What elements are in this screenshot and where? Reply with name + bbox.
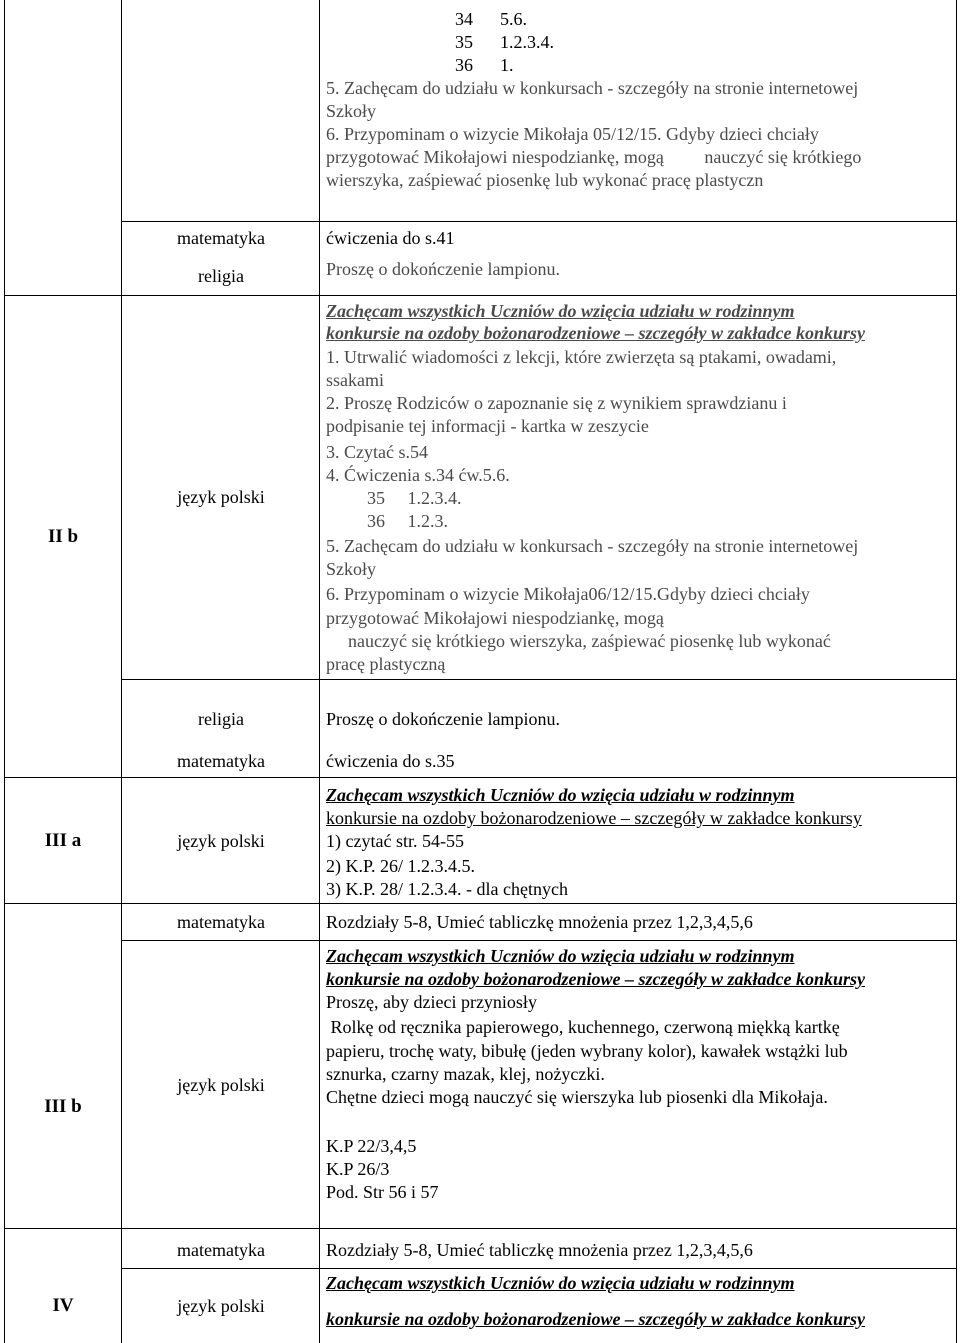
task-math: Rozdziały 5-8, Umieć tabliczkę mnożenia przez 1,2,3,4,5,6 bbox=[326, 912, 753, 932]
task-line: 1) czytać str. 54-55 bbox=[326, 831, 464, 851]
class-label-iii-a: III a bbox=[44, 830, 82, 851]
task-line: 5. Zachęcam do udziału w konkursach - szczegóły na stronie internetowej bbox=[326, 536, 859, 556]
task-math: Rozdziały 5-8, Umieć tabliczkę mnożenia przez 1,2,3,4,5,6 bbox=[326, 1240, 753, 1260]
row-divider bbox=[121, 940, 956, 941]
table-border-subject bbox=[319, 0, 320, 1343]
contest-notice: Zachęcam wszystkich Uczniów do wzięcia udziału w rodzinnym bbox=[326, 1273, 795, 1293]
top-text-line: Szkoły bbox=[326, 101, 377, 121]
task-math: ćwiczenia do s.35 bbox=[326, 751, 455, 771]
task-line: 3. Czytać s.54 bbox=[326, 442, 428, 462]
contest-notice: konkursie na ozdoby bożonarodzeniowe – szczegóły w zakładce konkursy bbox=[326, 323, 866, 343]
task-line: K.P 26/3 bbox=[326, 1159, 390, 1179]
task-line: 2) K.P. 26/ 1.2.3.4.5. bbox=[326, 856, 476, 876]
row-divider bbox=[4, 295, 121, 296]
task-line: podpisanie tej informacji - kartka w zeszycie bbox=[326, 416, 649, 436]
table-border-right bbox=[956, 0, 957, 1343]
task-line: Rolkę od ręcznika papierowego, kuchennego, czerwoną miękką kartkę bbox=[326, 1017, 840, 1037]
task-line: 2. Proszę Rodziców o zapoznanie się z wynikiem sprawdzianu i bbox=[326, 393, 787, 413]
top-text-line: 6. Przypominam o wizycie Mikołaja 05/12/15. Gdyby dzieci chciały bbox=[326, 124, 819, 144]
task-line: ssakami bbox=[326, 370, 384, 390]
subject-math: matematyka bbox=[177, 751, 265, 771]
task-line: nauczyć się krótkiego wierszyka, zaśpiewać piosenkę lub wykonać bbox=[348, 631, 831, 651]
class-label-iv: IV bbox=[52, 1295, 74, 1316]
task-math: ćwiczenia do s.41 bbox=[326, 228, 455, 248]
top-text-line: przygotować Mikołajowi niespodziankę, mogą nauczyć się krótkiego bbox=[326, 147, 862, 167]
table-border-left bbox=[4, 0, 5, 1343]
subject-polish: język polski bbox=[177, 487, 265, 507]
contest-notice: konkursie na ozdoby bożonarodzeniowe – szczegóły w zakładce konkursy bbox=[326, 969, 866, 989]
subject-math: matematyka bbox=[177, 1240, 265, 1260]
table-border-class bbox=[121, 0, 122, 1343]
task-line: sznurka, czarny mazak, klej, nożyczki. bbox=[326, 1064, 605, 1084]
row-divider bbox=[121, 1268, 956, 1269]
class-label-ii-b: II b bbox=[47, 526, 79, 547]
task-line: 1. Utrwalić wiadomości z lekcji, które zwierzęta są ptakami, owadami, bbox=[326, 347, 837, 367]
subject-religion: religia bbox=[198, 709, 244, 729]
row-divider bbox=[121, 295, 956, 296]
task-line: 35 1.2.3.4. bbox=[367, 488, 462, 508]
task-line: Proszę, aby dzieci przyniosły bbox=[326, 992, 537, 1012]
top-text-line: 5. Zachęcam do udziału w konkursach - szczegóły na stronie internetowej bbox=[326, 78, 859, 98]
task-line: Pod. Str 56 i 57 bbox=[326, 1182, 439, 1202]
task-religion: Proszę o dokończenie lampionu. bbox=[326, 709, 560, 729]
subject-polish: język polski bbox=[177, 1075, 265, 1095]
row-divider bbox=[4, 1228, 956, 1229]
contest-notice: Zachęcam wszystkich Uczniów do wzięcia udziału w rodzinnym bbox=[326, 946, 795, 966]
subject-math: matematyka bbox=[177, 228, 265, 248]
task-line: przygotować Mikołajowi niespodziankę, mogą bbox=[326, 608, 664, 628]
row-divider bbox=[4, 903, 121, 904]
row-divider bbox=[4, 777, 956, 778]
task-line: 4. Ćwiczenia s.34 ćw.5.6. bbox=[326, 465, 510, 485]
top-text-line: wierszyka, zaśpiewać piosenkę lub wykonać pracę plastyczn bbox=[326, 170, 764, 190]
task-line: papieru, trochę waty, bibułę (jeden wybrany kolor), kawałek wstążki lub bbox=[326, 1041, 848, 1061]
row-divider bbox=[121, 221, 956, 222]
contest-notice: konkursie na ozdoby bożonarodzeniowe – szczegóły w zakładce konkursy bbox=[326, 808, 862, 828]
task-line: Szkoły bbox=[326, 559, 377, 579]
top-numbered-line: 36 1. bbox=[455, 55, 514, 75]
top-numbered-line: 35 1.2.3.4. bbox=[455, 32, 554, 52]
task-line: Chętne dzieci mogą nauczyć się wierszyka lub piosenki dla Mikołaja. bbox=[326, 1087, 828, 1107]
contest-notice: Zachęcam wszystkich Uczniów do wzięcia udziału w rodzinnym bbox=[326, 301, 795, 321]
subject-polish: język polski bbox=[177, 831, 265, 851]
contest-notice: konkursie na ozdoby bożonarodzeniowe – szczegóły w zakładce konkursy bbox=[326, 1309, 866, 1329]
task-line: 6. Przypominam o wizycie Mikołaja06/12/15.Gdyby dzieci chciały bbox=[326, 584, 810, 604]
top-numbered-line: 34 5.6. bbox=[455, 9, 527, 29]
subject-religion: religia bbox=[198, 266, 244, 286]
task-line: 36 1.2.3. bbox=[367, 511, 448, 531]
task-religion: Proszę o dokończenie lampionu. bbox=[326, 259, 560, 279]
row-divider bbox=[121, 679, 956, 680]
row-divider bbox=[121, 903, 956, 904]
subject-polish: język polski bbox=[177, 1296, 265, 1316]
task-line: pracę plastyczną bbox=[326, 654, 446, 674]
subject-math: matematyka bbox=[177, 912, 265, 932]
task-line: 3) K.P. 28/ 1.2.3.4. - dla chętnych bbox=[326, 879, 568, 899]
task-line: K.P 22/3,4,5 bbox=[326, 1136, 417, 1156]
contest-notice: Zachęcam wszystkich Uczniów do wzięcia udziału w rodzinnym bbox=[326, 785, 795, 805]
class-label-iii-b: III b bbox=[44, 1096, 82, 1117]
